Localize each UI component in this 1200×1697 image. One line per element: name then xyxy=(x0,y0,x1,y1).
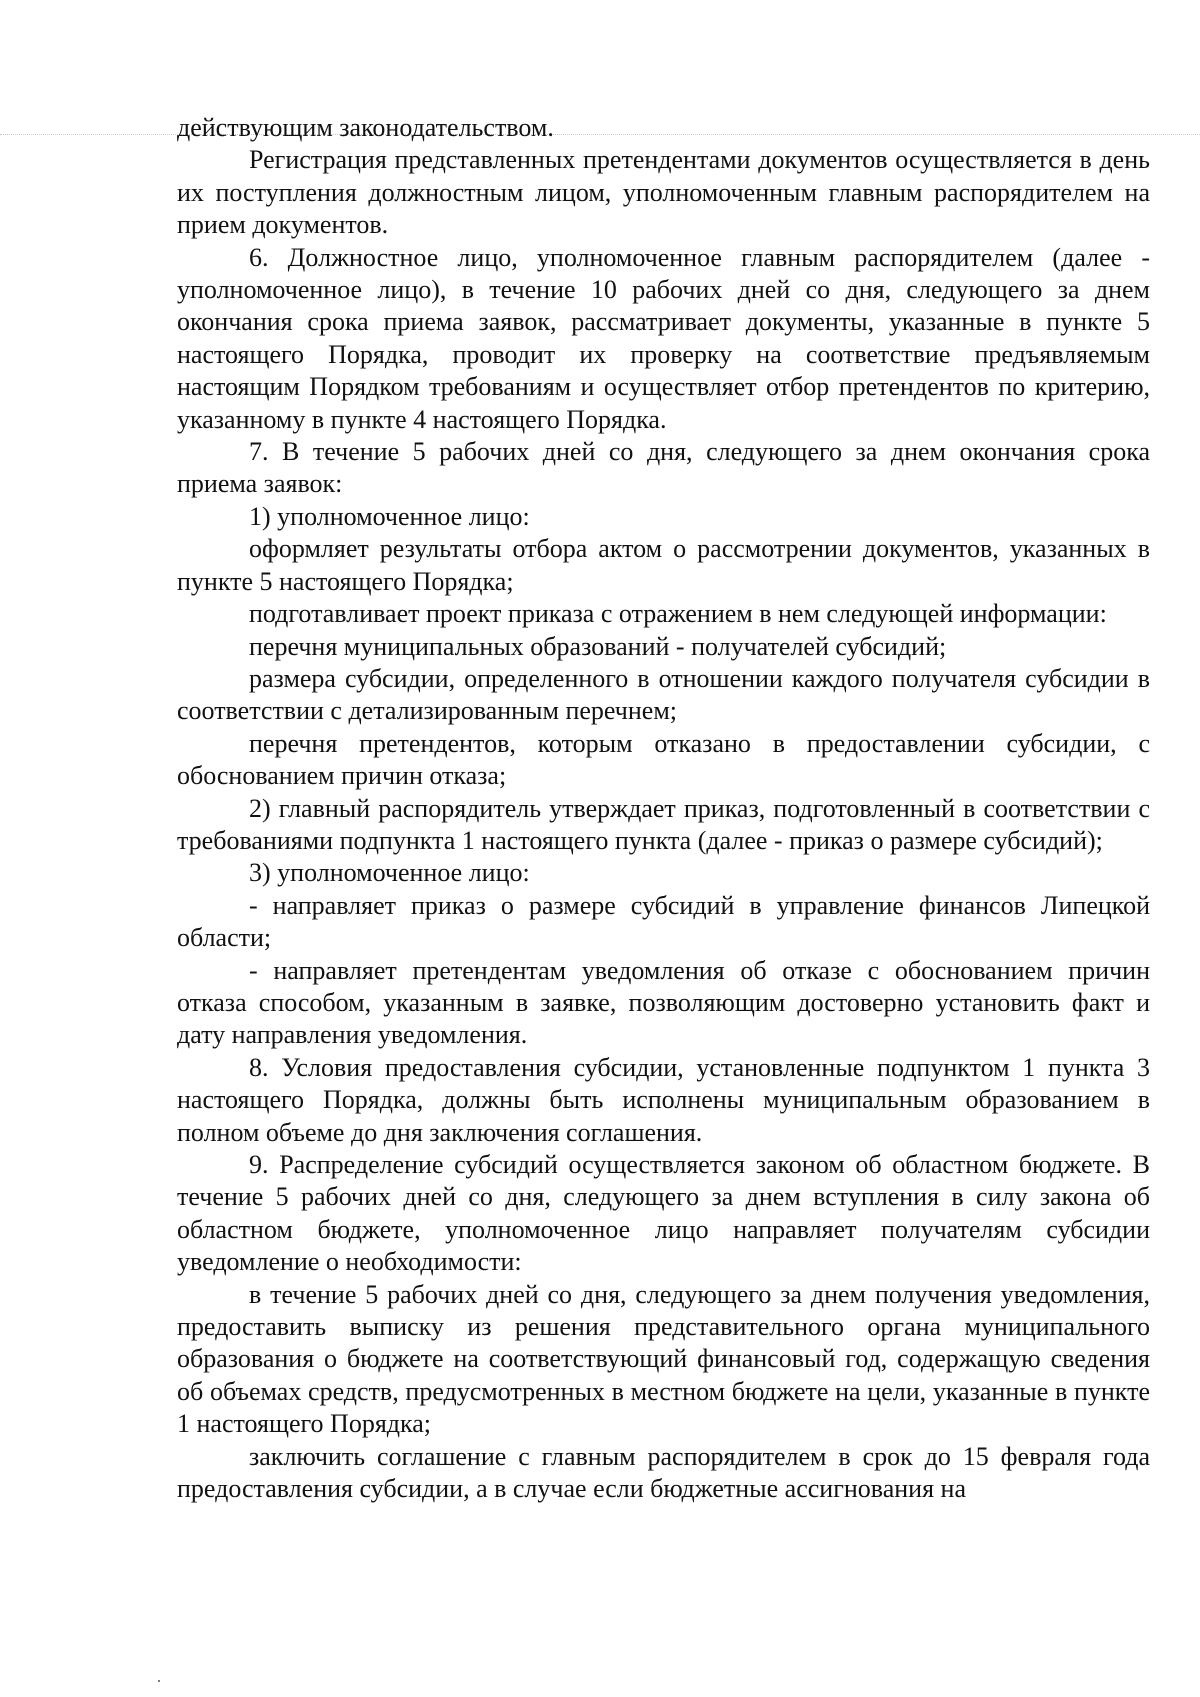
paragraph-subitem-1: 1) уполномоченное лицо: xyxy=(249,501,530,531)
paragraph-agreement: заключить соглашение с главным распорядителем в срок до 15 февраля года предоставления субсидии, а в случае если бюджетные ассигнования на xyxy=(177,1441,1150,1504)
paragraph-continuation: действующим законодательством. xyxy=(177,113,554,142)
scan-speck xyxy=(158,1680,160,1682)
paragraph-item-6: 6. Должностное лицо, уполномоченное главным распорядителем (далее - уполномоченное лицо), в течение 10 рабочих дней со дня, следующего за днем окончания срока приема заявок, рассматривает документы, указанные в пункте 5 настоящего Порядка, проводит их проверку на соответствие предъявляемым настоящим Порядком требованиям и осуществляет отбор претендентов по критерию, указанному в пункте 4 настоящего Порядка. xyxy=(177,242,1150,434)
paragraph-registration: Регистрация представленных претендентами документов осуществляется в день их поступления должностным лицом, уполномоченным главным распорядителем на прием документов. xyxy=(177,145,1150,240)
paragraph-refused-list: перечня претендентов, которым отказано в предоставлении субсидии, с обоснованием причин отказа; xyxy=(177,728,1150,791)
paragraph-order-draft: подготавливает проект приказа с отражением в нем следующей информации: xyxy=(249,599,1107,629)
paragraph-list-recipients: перечня муниципальных образований - получателей субсидий; xyxy=(249,631,947,661)
document-page xyxy=(177,112,1150,1505)
paragraph-subsidy-size: размера субсидии, определенного в отношении каждого получателя субсидии в соответствии с детализированным перечнем; xyxy=(177,663,1150,726)
paragraph-subitem-2: 2) главный распорядитель утверждает приказ, подготовленный в соответствии с требованиями подпункта 1 настоящего пункта (далее - приказ о размере субсидий); xyxy=(177,793,1150,855)
paragraph-item-9: 9. Распределение субсидий осуществляется законом об областном бюджете. В течение 5 рабочих дней со дня, следующего за днем вступления в силу закона об областном бюджете, уполномоченное лицо направляет получателям субсидии уведомление о необходимости: xyxy=(177,1150,1150,1277)
paragraph-subitem-3: 3) уполномоченное лицо: xyxy=(249,858,530,888)
paragraph-act: оформляет результаты отбора актом о рассмотрении документов, указанных в пункте 5 настоящего Порядка; xyxy=(177,534,1150,596)
paragraph-send-order: - направляет приказ о размере субсидий в управление финансов Липецкой области; xyxy=(177,890,1150,953)
paragraph-item-8: 8. Условия предоставления субсидии, установленные подпунктом 1 пункта 3 настоящего Порядка, должны быть исполнены муниципальным образованием в полном объеме до дня заключения соглашения. xyxy=(177,1052,1150,1147)
paragraph-budget-extract: в течение 5 рабочих дней со дня, следующего за днем получения уведомления, предоставить выписку из решения представительного органа муниципального образования о бюджете на соответствующий финансовый год, содержащую сведения об объемах средств, предусмотренных в местном бюджете на цели, указанные в пункте 1 настоящего Порядка; xyxy=(177,1279,1150,1439)
paragraph-item-7: 7. В течение 5 рабочих дней со дня, следующего за днем окончания срока приема заявок: xyxy=(177,437,1150,499)
paragraph-send-refusal: - направляет претендентам уведомления об отказе с обоснованием причин отказа способом, указанным в заявке, позволяющим достоверно установить факт и дату направления уведомления. xyxy=(177,955,1150,1050)
